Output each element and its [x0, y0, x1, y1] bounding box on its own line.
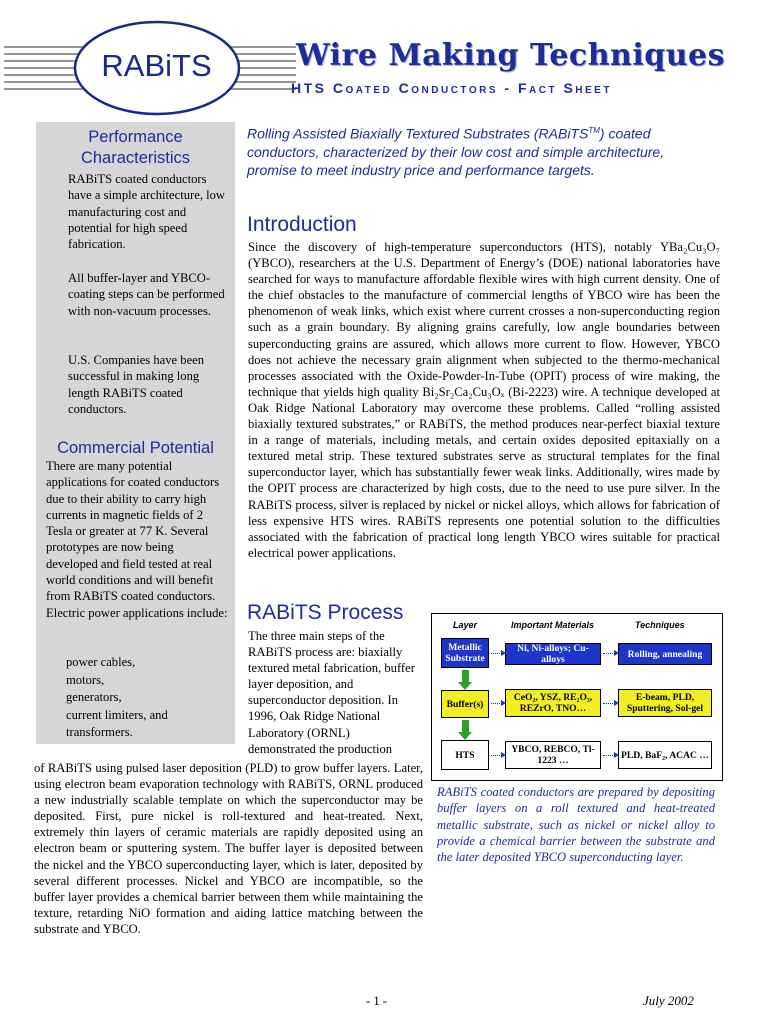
page-title: Wire Making Techniques: [296, 38, 725, 73]
diagram-header-materials: Important Materials: [511, 620, 595, 630]
introduction-heading: Introduction: [247, 213, 357, 236]
layer-box-hts: HTS: [441, 740, 489, 770]
introduction-text: Since the discovery of high-temperature superconductors (HTS), notably YBa₂Cu₃O₇ (YBCO), researchers at the U.S. Department of Energy’s (DOE) national laboratories have searched for ways to manufacture affordable flexible wires with high current density. One of the chief obstacles to the manufacture of commercial lengths of YBCO wire has been the phenomenon of weak links, which exist where current crosses a non-superconducting region such as a grain boundary. By aligning grains carefully, low angle boundaries between superconducting grains are assured, which allows more current to flow. However, YBCO does not achieve the necessary grain alignment when subjected to the thermo-mechanical processes associated with the Oxide-Powder-In-Tube (OPIT) process of wire making, the technique that yields high quality Bi₂Sr₂Ca₂Cu₃Oₓ (Bi-2223) wire. A technique developed at Oak Ridge National Laboratory may overcome these problems. Called “rolling assisted biaxially textured substrates,” or RABiTS, the method produces near-perfect biaxial texture in a range of materials, including metals, and certain oxides deposited epitaxially on a textured metal strip. These textured substrates serve as structural templates for the final superconductor layer, which has substantially fewer weak links. Additionally, wires made by the OPIT process are characterized by high costs, due to the need to use pure silver. In the RABiTS process, silver is replaced by nickel or nickel alloys, which allows for fabrication of less expensive HTS wires. RABiTS represents one potential solution to the difficulties associated with the fabrication of practical long length YBCO wires suitable for practical electrical power applications.: [248, 240, 720, 560]
layer-box-buffer: Buffer(s): [441, 690, 489, 718]
trademark-mark: TM: [588, 126, 600, 135]
list-item: transformers.: [66, 725, 133, 739]
commercial-heading: Commercial Potential: [57, 439, 214, 457]
arrow-down-icon: [460, 720, 470, 740]
arrow-right-icon: [491, 703, 502, 704]
list-item: current limiters, and: [66, 707, 168, 722]
performance-paragraph-3: U.S. Companies have been successful in making long length RABiTS coated conductors.: [68, 353, 205, 416]
lead-text-start: Rolling Assisted Biaxially Textured Substrates (RABiTS: [247, 125, 589, 142]
rabits-layer-diagram: [431, 613, 723, 781]
commercial-paragraph: There are many potential applications for coated conductors due to their ability to carry high currents in magnetic fields of 2 Tesla or greater at 77 K. Several prototypes are now being developed and field tested at real world conditions and will benefit from RABiTS coated conductors. Electric power applications include:: [46, 459, 228, 620]
lead-paragraph: [247, 122, 687, 180]
performance-paragraph-1: RABiTS coated conductors have a simple architecture, low manufacturing cost and potential for high speed fabrication.: [68, 172, 226, 252]
arrow-right-icon: [491, 653, 502, 654]
page-number: - 1 -: [366, 994, 387, 1008]
materials-box-substrate: Ni, Ni-alloys; Cu-alloys: [505, 643, 601, 665]
page-subtitle: HTS Coated Conductors - Fact Sheet: [291, 80, 612, 96]
process-text-wide: of RABiTS using pulsed laser deposition (PLD) to grow buffer layers. Later, using electron beam evaporation technology with RABiTS, ORNL produced a new industrially scalable template on which the superconductor may be deposited. First, pure nickel is roll-textured and heat-treated. Next, extremely thin layers of ceramic materials are rapidly deposited using an electron beam or sputtering system. The buffer layer is deposited between the nickel and the YBCO superconducting layer, which is later, deposited by several different processes. Nickel and YBCO are incompatible, so the buffer layer provides a chemical barrier between them while maintaining the texture, retarding NiO formation and aiding lattice matching between the substrate and YBCO.: [34, 761, 423, 936]
techniques-box-hts: PLD, BaF₂, ACAC …: [618, 741, 712, 769]
arrow-down-icon: [460, 670, 470, 690]
process-text-narrow: The three main steps of the RABiTS process are: biaxially textured metal fabrication, buffer layer deposition, and superconductor deposition. In 1996, Oak Ridge National Laboratory (ORNL) demonstrated the production: [248, 629, 415, 756]
list-item: motors,: [66, 672, 105, 687]
applications-list: [66, 654, 168, 742]
publication-date: July 2002: [643, 993, 694, 1008]
process-heading: RABiTS Process: [247, 601, 404, 624]
arrow-right-icon: [603, 755, 615, 756]
arrow-right-icon: [491, 755, 502, 756]
list-item: power cables,: [66, 655, 136, 669]
logo-text: RABiTS: [101, 48, 212, 83]
diagram-header-techniques: Techniques: [635, 620, 685, 630]
arrow-right-icon: [603, 703, 615, 704]
techniques-box-substrate: Rolling, annealing: [618, 643, 712, 665]
layer-box-substrate: Metallic Substrate: [441, 638, 489, 668]
arrow-right-icon: [603, 653, 615, 654]
techniques-box-buffer: E-beam, PLD, Sputtering, Sol-gel: [618, 689, 712, 717]
lead-text-end: ) coated conductors, characterized by their low cost and simple architecture, promise to meet industry price and performance targets.: [247, 125, 665, 179]
performance-paragraph-2: All buffer-layer and YBCO-coating steps can be performed with non-vacuum processes.: [68, 271, 225, 318]
materials-box-buffer: CeO₂, YSZ, RE₂O₃, REZrO, TNO…: [505, 689, 601, 717]
list-item: generators,: [66, 690, 122, 704]
performance-heading: Performance Characteristics: [80, 128, 191, 167]
materials-box-hts: YBCO, REBCO, Tl-1223 …: [505, 741, 601, 769]
diagram-caption: RABiTS coated conductors are prepared by depositing buffer layers on a roll textured and heat-treated metallic substrate, such as nickel or nickel alloy to provide a chemical barrier between the substrate and the later deposited YBCO superconducting layer.: [437, 785, 715, 865]
diagram-header-layer: Layer: [453, 620, 478, 630]
